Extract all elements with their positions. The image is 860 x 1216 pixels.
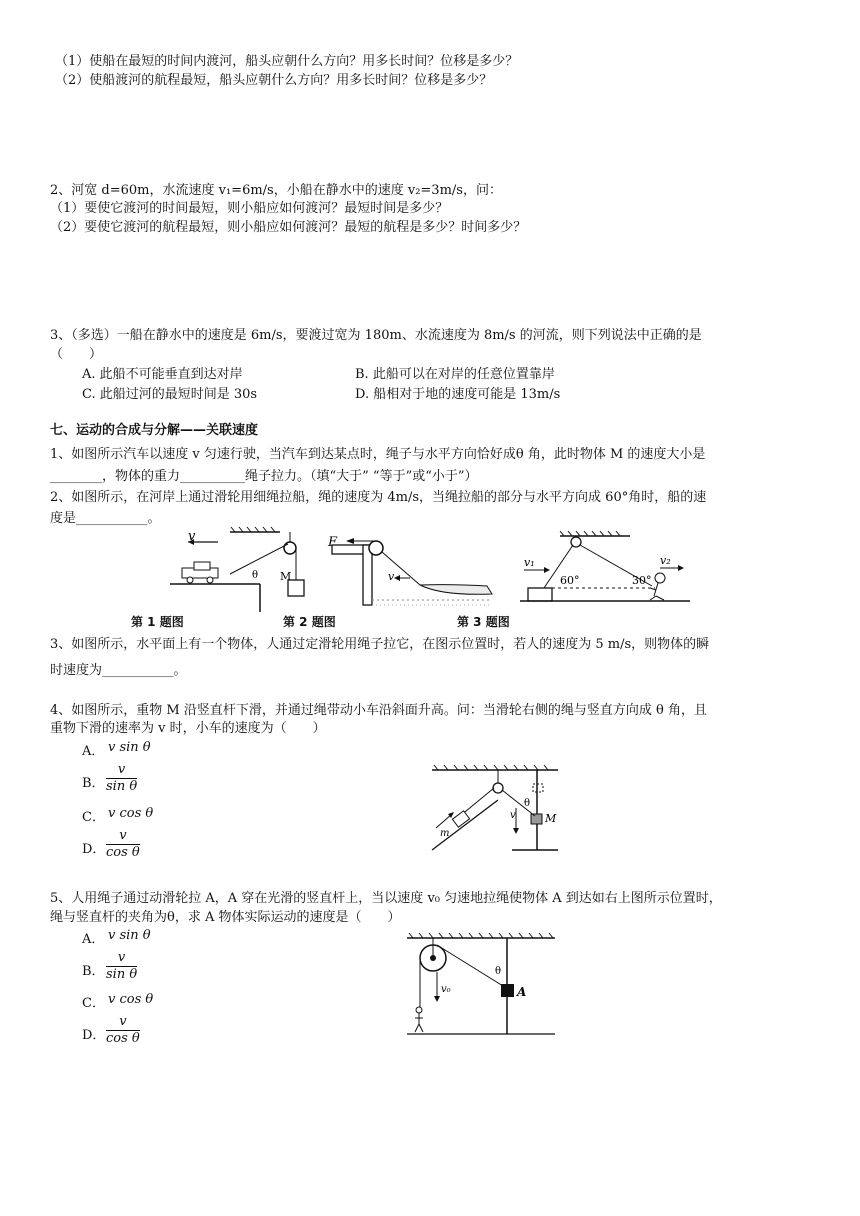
q2-part-2: （2）要使它渡河的航程最短，则小船应如何渡河？最短的航程是多少？时间多少？ xyxy=(50,220,527,235)
q5-option-a-letter: A． xyxy=(82,932,105,947)
q5-option-d-den: cos θ xyxy=(106,1031,140,1046)
s-q2-line2: 度是___________。 xyxy=(50,511,161,526)
s-q3-line2: 时速度为___________。 xyxy=(50,663,187,678)
q5-line1: 5、人用绳子通过动滑轮拉 A，A 穿在光滑的竖直杆上，当以速度 v₀ 匀速地拉绳使物体 A 到达如右上图所示位置时， xyxy=(50,891,722,906)
q4-option-d-fraction xyxy=(106,828,140,861)
q3-paren: （ ） xyxy=(50,347,103,362)
q1-part-1: （1）使船在最短的时间内渡河，船头应朝什么方向？用多长时间？位移是多少？ xyxy=(55,54,519,69)
q4-fig-theta-label: θ xyxy=(524,798,531,809)
q5-fig-theta-label: θ xyxy=(495,966,502,977)
q3-stem: 3、（多选）一船在静水中的速度是 6m/s，要渡过宽为 180m、水流速度为 8m/s 的河流，则下列说法中正确的是 xyxy=(50,328,702,343)
q5-option-c: v cos θ xyxy=(108,992,154,1007)
q5-option-b-fraction xyxy=(106,950,137,983)
q4-line2: 重物下滑的速率为 v 时，小车的速度为（ ） xyxy=(50,721,326,736)
s-q2-line1: 2、如图所示，在河岸上通过滑轮用细绳拉船，绳的速度为 4m/s，当绳拉船的部分与水平方向成 60°角时，船的速 xyxy=(50,490,707,505)
caption-fig-2: 第 2 题图 xyxy=(283,615,336,629)
q5-option-d-letter: D． xyxy=(82,1028,106,1043)
caption-fig-1: 第 1 题图 xyxy=(131,615,184,629)
q5-option-b-letter: B． xyxy=(82,964,105,979)
section-title: 七、运动的合成与分解——关联速度 xyxy=(50,423,259,438)
q3-option-d: D. 船相对于地的速度可能是 13m/s xyxy=(355,387,561,402)
fig3-v2-label: v₂ xyxy=(660,554,671,567)
q3-option-b: B. 此船可以在对岸的任意位置靠岸 xyxy=(355,367,555,382)
s-q3-line1: 3、如图所示，水平面上有一个物体，人通过定滑轮用绳子拉它，在图示位置时，若人的速度为 5 m/s，则物体的瞬 xyxy=(50,637,710,652)
q1-part-2: （2）使船渡河的航程最短，船头应朝什么方向？用多长时间？位移是多少？ xyxy=(55,73,493,88)
figure-1-car-pulley xyxy=(170,529,292,612)
q5-option-a: v sin θ xyxy=(108,928,151,943)
q5-fig-A-label: A xyxy=(517,985,527,999)
fig1-v-label: v xyxy=(188,529,196,544)
q5-fig-v0-label: v₀ xyxy=(441,984,451,995)
q5-line2: 绳与竖直杆的夹角为θ，求 A 物体实际运动的速度是（ ） xyxy=(50,910,401,925)
fig2-F-label: F xyxy=(328,535,338,550)
q3-option-c: C. 此船过河的最短时间是 30s xyxy=(82,387,258,402)
fig2-v-label: v xyxy=(388,570,395,583)
q4-option-a: v sin θ xyxy=(108,740,151,755)
q5-option-d-fraction xyxy=(106,1014,140,1047)
q4-option-d-num: v xyxy=(106,828,140,845)
q3-option-a: A. 此船不可能垂直到达对岸 xyxy=(82,367,243,382)
q4-option-c-letter: C． xyxy=(82,810,105,825)
q4-option-d-den: cos θ xyxy=(106,845,140,860)
q5-option-c-letter: C． xyxy=(82,996,105,1011)
q4-option-c: v cos θ xyxy=(108,806,154,821)
q2-part-1: （1）要使它渡河的时间最短，则小船应如何渡河？最短时间是多少？ xyxy=(50,201,449,216)
figure-q5-pulley-rod xyxy=(407,930,555,1040)
q5-option-b-num: v xyxy=(106,950,137,967)
s-q1-line2: ________，物体的重力__________绳子拉力。（填“大于” “等于”或“小于”） xyxy=(50,469,478,484)
fig3-angle-60: 60° xyxy=(560,574,580,587)
q4-option-a-letter: A． xyxy=(82,744,105,759)
q4-fig-M-label: M xyxy=(545,812,557,825)
q5-option-d-num: v xyxy=(106,1014,140,1031)
q4-option-b-fraction xyxy=(106,762,137,795)
q4-option-b-den: sin θ xyxy=(106,779,138,794)
q5-option-b-den: sin θ xyxy=(106,967,138,982)
figure-3-person-block xyxy=(520,530,695,610)
fig1-M-label: M xyxy=(280,570,292,583)
fig3-v1-label: v₁ xyxy=(524,556,535,569)
q4-option-b-letter: B． xyxy=(82,776,105,791)
caption-fig-3: 第 3 题图 xyxy=(457,615,510,629)
figure-2-boat-pulley xyxy=(322,530,492,610)
q4-line1: 4、如图所示，重物 M 沿竖直杆下滑，并通过绳带动小车沿斜面升高。问：当滑轮右侧的绳与竖直方向成 θ 角，且 xyxy=(50,703,707,718)
fig1-theta-label: θ xyxy=(252,570,259,581)
s-q1-line1: 1、如图所示汽车以速度 v 匀速行驶，当汽车到达某点时，绳子与水平方向恰好成θ 角，此时物体 M 的速度大小是 xyxy=(50,447,706,462)
q2-stem: 2、河宽 d=60m，水流速度 v₁=6m/s，小船在静水中的速度 v₂=3m/s，问： xyxy=(50,183,502,198)
figure-q4-incline-rod xyxy=(432,760,558,856)
q4-fig-m-label: m xyxy=(440,828,450,839)
q4-option-b-num: v xyxy=(106,762,137,779)
q4-fig-v-label: v xyxy=(510,810,516,821)
q4-option-d-letter: D． xyxy=(82,842,106,857)
fig3-angle-30: 30° xyxy=(632,574,652,587)
